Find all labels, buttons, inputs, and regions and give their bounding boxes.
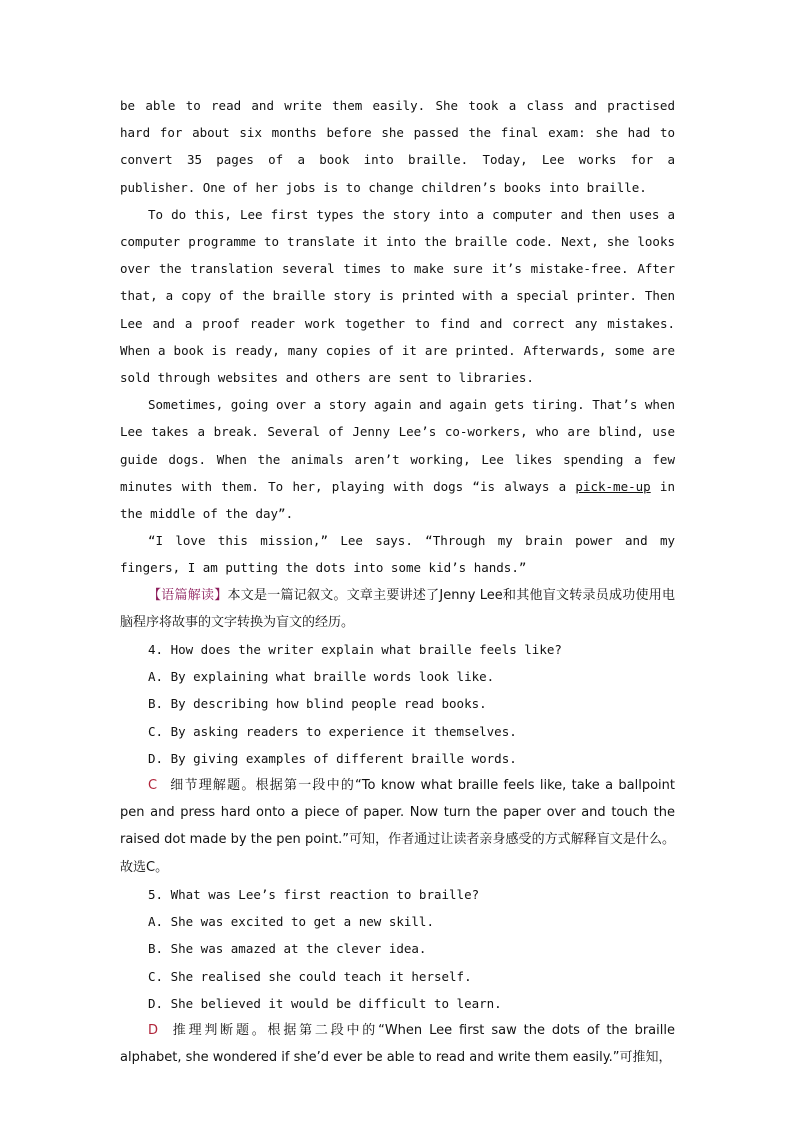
question-5-option-b: B. She was amazed at the clever idea. xyxy=(148,941,427,957)
passage-paragraph-1: be able to read and write them easily. She took a class and practised hard for about six months before she passed the final exam: she had to convert 35 pages of a book into braille. Today, Lee works for a publisher. One of her jobs is to change children’s books into braille. xyxy=(120,98,675,195)
document-page xyxy=(120,92,675,1071)
question-5-stem: 5. What was Lee’s first reaction to braille? xyxy=(148,886,480,902)
paragraph-3-text-a: Sometimes, going over a story again and again gets tiring. That’s when Lee takes a break. Several of Jenny Lee’s co-workers, who are blind, use guide dogs. When the animals aren’t working, Lee likes spending a few minutes with them. To her, playing with dogs “is always a xyxy=(120,397,675,494)
question-4-explanation xyxy=(120,772,675,881)
question-4-option-c: C. By asking readers to experience it themselves. xyxy=(148,723,517,739)
passage-paragraph-2: To do this, Lee first types the story into a computer and then uses a computer programme to translate it into the braille code. Next, she looks over the translation several times to make sure it’s mistake-free. After that, a copy of the braille story is printed with a special printer. Then Lee and a proof reader work together to find and correct any mistakes. When a book is ready, many copies of it are printed. Afterwards, some are sold through websites and others are sent to libraries. xyxy=(120,206,675,386)
question-4-stem: 4. How does the writer explain what braille feels like? xyxy=(148,642,562,658)
paragraph-3-text-b: in the middle of the day”. xyxy=(120,478,675,522)
question-5-option-d: D. She believed it would be difficult to learn. xyxy=(148,995,502,1011)
analysis-paragraph xyxy=(120,582,675,636)
question-5-option-c: C. She realised she could teach it herself. xyxy=(148,968,472,984)
question-5-explanation-text: 推理判断题。根据第二段中的“When Lee first saw the dots of the braille alphabet, she wondered if she’d ever be able to read and write them easily.”可推知， xyxy=(120,1022,675,1066)
question-4-option-d: D. By giving examples of different braille words. xyxy=(148,750,517,766)
question-5-explanation xyxy=(120,1017,675,1071)
passage-paragraph-4: “I love this mission,” Lee says. “Through my brain power and my fingers, I am putting the dots into some kid’s hands.” xyxy=(120,533,675,576)
question-5-option-a: A. She was excited to get a new skill. xyxy=(148,914,434,930)
analysis-tag: 【语篇解读】 xyxy=(148,587,228,603)
question-4-answer: C xyxy=(148,778,158,794)
passage-paragraph-3 xyxy=(120,391,675,527)
question-4-option-a: A. By explaining what braille words look like. xyxy=(148,669,495,685)
question-4-explanation-text: 细节理解题。根据第一段中的“To know what braille feels like, take a ballpoint pen and press hard onto a piece of paper. Now turn the paper over and touch the raised dot made by the pen point.”可知，作者通过让读者亲身感受的方式解释盲文是什么。故选C。 xyxy=(120,778,675,875)
question-4-option-b: B. By describing how blind people read books. xyxy=(148,696,487,712)
question-5-answer: D xyxy=(148,1022,159,1038)
analysis-text: 本文是一篇记叙文。文章主要讲述了Jenny Lee和其他盲文转录员成功使用电脑程序将故事的文字转换为盲文的经历。 xyxy=(120,587,675,630)
underlined-phrase: pick-me-up xyxy=(575,478,651,494)
